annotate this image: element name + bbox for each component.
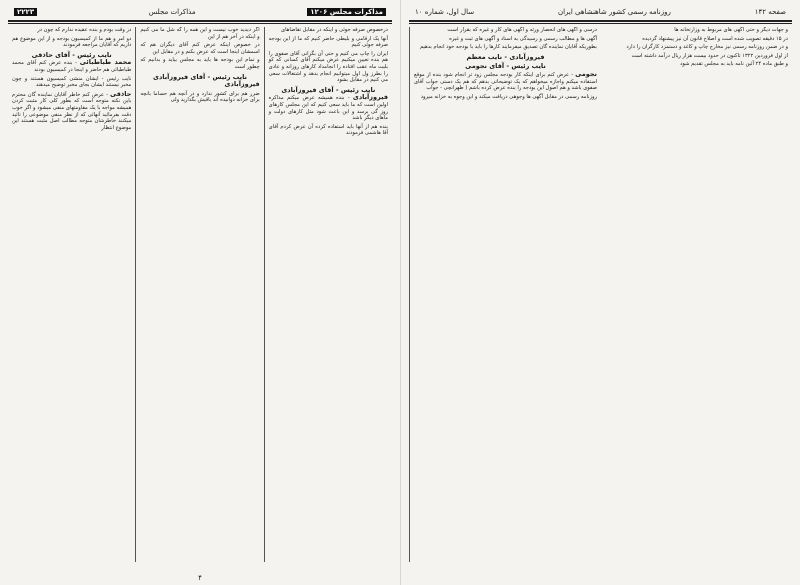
right-col-2 bbox=[601, 27, 792, 562]
paragraph: و تمام این بودجه ها باید به مجلس بیاید و بدانیم که چطور است bbox=[140, 57, 260, 70]
paragraph: - عرض کنم برای اینکه کار بودجه مجلس زود تر انجام شود بنده از موقع استفاده میکنم واجازه میخواهم که یک توضیحاتی بدهم که هم یک دستی جواب آقای صفوی باشد و هم اصول این بودجه را بنده عرض کرده باشم ( طهرانچی - جواب bbox=[414, 71, 597, 92]
paragraph: آنها یک ارقامی و بلیطی حاضر کنیم که ما از این بودجه صرفه جوئی کنیم bbox=[268, 35, 388, 49]
paragraph: آگهی ها و مطالب رسمی و رسیدگی به اسناد و آگهی های ثبت و غیره bbox=[449, 35, 597, 42]
paragraph: در خصوص اینکه عرض کنم آقای دیگران هم که اسمشان اینجا است که عرض بکنم و در مقابل این bbox=[140, 42, 260, 55]
speaker-heading: نایب رئیس - آقای حاذقی bbox=[31, 50, 112, 59]
left-col-2 bbox=[135, 27, 263, 562]
header-center: مذاکرات مجلس bbox=[148, 8, 196, 16]
left-col-3 bbox=[8, 27, 135, 562]
paragraph: اگر دیدید خوب نیست و این همه را گه شل ما می کنیم و اینکه در آخر هم از این bbox=[140, 27, 260, 40]
paragraph: - بنده عرض کنم آقای محمد طباطبائی هم حاضر و اینجا در کمیسیون بودند bbox=[12, 60, 132, 73]
left-col-1 bbox=[264, 27, 392, 562]
speaker-heading: فیروزآبادی - نایب معظم bbox=[466, 52, 545, 61]
page-label: صفحه ۱۴۲ bbox=[754, 8, 786, 16]
speaker-name: نجومی bbox=[575, 69, 597, 78]
paragraph: و طبق ماده ۲۴ آئین نامه باید به مجلس تقدیم شود bbox=[680, 61, 788, 68]
paragraph: در ۱۵ دقیقه تصویب شده است و اصلاح قانون آن نیز پیشنهاد گردیده bbox=[642, 35, 788, 42]
paragraph: بطوریکه آقایان نماینده گان تصدیق میفرمایند کارها را باید با بودجه خود انجام بدهیم bbox=[419, 44, 597, 51]
paragraph: درسی و آگهی های انحصار ورثه و آگهی های کار و غیره که بقرار است bbox=[447, 27, 597, 33]
right-page-header bbox=[409, 6, 792, 18]
paragraph: در وقت بودم و بنده عقیده ندارم که چون در bbox=[37, 27, 132, 33]
page-number: ۴ bbox=[198, 574, 202, 582]
speaker-heading: نایب رئیس - آقای فیروزآبادی bbox=[153, 72, 247, 81]
paragraph: ضرر هم برای کشور ندارد و در آنچه هم حساما بانچه برای خزانه دوانیده اند باقیش بگذارید ولی bbox=[140, 90, 260, 104]
speaker-heading: نایب رئیس - آقای نجومی bbox=[465, 62, 546, 71]
page-number-label: ۲۲۲۳ bbox=[14, 8, 37, 16]
paragraph: درخصوص صرفه جوئی و اینکه در مقابل تقاضاهای bbox=[281, 27, 388, 33]
speaker-name: محمد طباطبائی bbox=[79, 58, 132, 67]
right-page bbox=[400, 0, 800, 585]
speaker-heading: نایب رئیس - آقای فیروزآبادی bbox=[281, 85, 376, 94]
left-page-header bbox=[8, 6, 392, 18]
paragraph: بنده هم از آنها باید استفاده کرده آن عرض کردم آقای آقا هاشمی فرمودند bbox=[268, 123, 388, 137]
speaker-name: حاذقی bbox=[110, 89, 132, 98]
paragraph: روزنامه رسمی در مقابل آگهی ها وجوهی دریافت میکند و این وجوه به خزانه میرود bbox=[420, 93, 597, 100]
speaker-name: فیروزآبادی bbox=[224, 80, 260, 89]
issue-label: سال اول، شماره ۱۰ bbox=[415, 8, 475, 16]
paragraph: دو امر و هم ما از کمیسیون بودجه و از این موضوع هم داریم که آقایان مراجعه فرمودند bbox=[12, 35, 132, 49]
paragraph: و جهات دیگر و حتی آگهی های مربوط به وزارتخانه ها bbox=[674, 27, 788, 33]
paragraph: - عرض کنم خاطر آقایان نماینده گان محترم باین نکته متوجه است که بطور کلی کار مثبت کردن همیشه مواجه با یک مقاومتهای منفی میشود و اگر خوب دقت بفرمائید آنهائی که از نظر منفی موضوعی را تائید میکنند خاطرشان متوجه مطالب اصل مثبت هستند این موضوع انتظار bbox=[12, 91, 132, 131]
paragraph: - بنده همیشه عرض میکنم مذاکره اولین است که ما باید سعی کنیم که این مجلس کارهای روز گی برسد و این باعث شود مثل کارهای دولت و ماهای دیگر باشد bbox=[268, 95, 388, 122]
paragraph: از اول فروردین ۱۳۲۲ تاکنون در حدود بیست هزار ریال درآمد داشته است bbox=[631, 52, 788, 59]
paragraph: ایران را چاپ می کنیم و حتی آن بگرانی آقای صفوی را هم بنده تعیین میکنیم عرض میکنم آقای کسانی که کو بلیت ماه عقب افتاده را انجامداد کارهای روزانه و عادی را بطرز ول اول میتوانیم انجام بدهد و اشتغالات سعی می کنیم در مقابل بشود bbox=[268, 50, 388, 84]
right-col-1 bbox=[409, 27, 601, 562]
gazette-title: روزنامه رسمی کشور شاهنشاهی ایران bbox=[557, 8, 671, 16]
paragraph: نایب رئیس - ایشان منشی کمیسیون هستند و چون مخبر نیستند ایشان بجای مخبر توضیح میدهند bbox=[12, 75, 132, 89]
paragraph: و در ضمن روزنامه رسمی نیز مخارج چاپ و کاغذ و دستمزد کارگران را دارد bbox=[626, 44, 788, 51]
session-label: مذاکرات مجلس ۱۲۰۶ bbox=[307, 8, 386, 16]
speaker-name: فیروزآبادی bbox=[352, 93, 388, 102]
